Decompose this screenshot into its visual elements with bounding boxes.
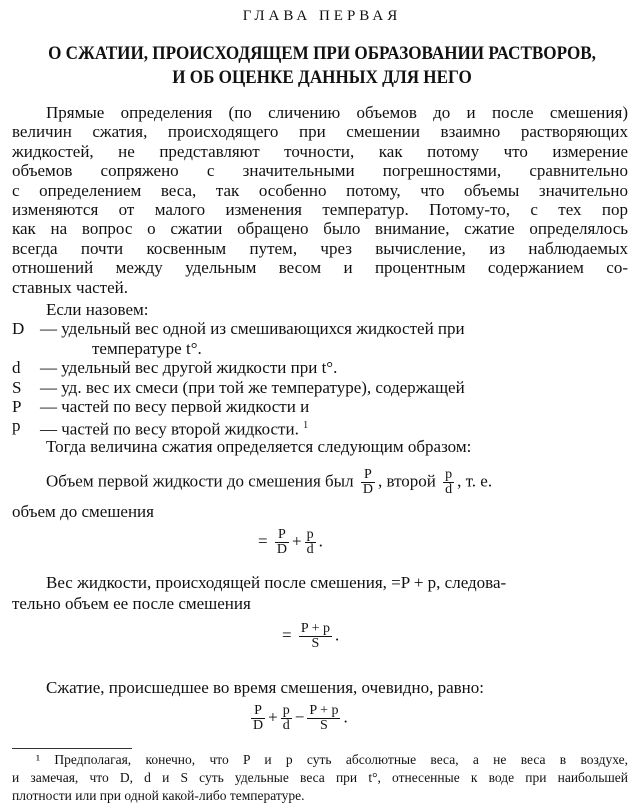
weight-line-2: тельно объем ее после смешения: [12, 594, 251, 613]
fraction-P-over-D: [251, 704, 265, 733]
definition-symbol: D: [12, 319, 25, 339]
definition-text-content: — частей по весу второй жидкости.: [40, 420, 299, 440]
plus-sign: +: [268, 707, 278, 727]
definition-text: температуре t°.: [92, 338, 202, 358]
volume-first-text-c: , т. е.: [457, 471, 493, 491]
volume-first-text-a: Объем первой жидкости до смешения был: [46, 471, 354, 491]
denominator: d: [445, 482, 453, 497]
period: .: [318, 531, 323, 551]
chapter-title-line: О СЖАТИИ, ПРОИСХОДЯЩЕМ ПРИ ОБРАЗОВАНИИ РАСТВОРОВ,: [48, 43, 596, 64]
footnote-divider: [12, 748, 132, 749]
minus-sign: −: [294, 707, 305, 727]
numerator: P: [275, 528, 289, 543]
chapter-title-line: И ОБ ОЦЕНКЕ ДАННЫХ ДЛЯ НЕГО: [172, 67, 472, 88]
denominator: D: [362, 482, 373, 497]
equals-sign: =: [282, 625, 292, 645]
plus-sign: +: [291, 531, 302, 551]
definition-symbol: [12, 339, 40, 358]
fraction-P-over-D: [275, 528, 289, 557]
numerator: P: [251, 704, 265, 719]
definition-row: [12, 339, 628, 358]
text-line: величин сжатия, происходящего при смешении взаимно растворяющих: [12, 122, 628, 142]
text-line: Прямые определения (по сличению объемов до и после смешения): [46, 103, 628, 122]
numerator: p: [306, 527, 314, 542]
formula-volume-after: [282, 622, 339, 651]
volume-before-line: объем до смешения: [12, 502, 154, 521]
fraction-p-over-d: [281, 704, 292, 733]
definition-symbol: d: [12, 358, 21, 378]
definition-row: [12, 358, 628, 377]
definition-row: [12, 378, 628, 397]
definition-symbol: p: [12, 416, 21, 436]
text-line: изменяются от малого изменения температур. Потому-то, с тех пор: [12, 199, 628, 219]
formula-compression: [248, 704, 348, 733]
numerator: P: [361, 468, 375, 483]
text-line: ставных частей.: [12, 277, 128, 297]
numerator: p: [282, 703, 290, 718]
equals-sign: =: [258, 531, 268, 551]
text-line: отношений между удельным весом и процентным содержанием со-: [12, 258, 628, 278]
volume-first-text-b: , второй: [377, 471, 436, 491]
text-line: с определением веса, так особенно потому, что объемы значительно: [12, 180, 628, 200]
volume-first-line: [12, 468, 644, 497]
numerator: p: [445, 467, 453, 482]
text-line: как на вопрос о сжатии обращено было внимание, сжатие определялось: [12, 219, 628, 239]
fraction-p-over-d: [305, 528, 316, 557]
compression-line: Сжатие, происшедшее во время смешения, очевидно, равно:: [46, 678, 484, 697]
definition-text: — частей по весу первой жидкости и: [40, 397, 310, 417]
footnote-line: ¹ Предполагая, конечно, что P и p суть абсолютные веса, а не веса в воздухе,: [36, 752, 628, 767]
denominator: D: [253, 718, 264, 733]
definition-text: — удельный вес одной из смешивающихся жидкостей при: [40, 319, 465, 339]
fraction-Pp-over-S: [299, 622, 332, 651]
numerator: P + p: [309, 703, 339, 718]
footnote-mark: 1: [303, 420, 309, 432]
fraction-p-over-d: [443, 468, 454, 497]
definition-symbol: S: [12, 377, 22, 397]
definition-text: — удельный вес другой жидкости при t°.: [40, 358, 338, 378]
then-text: Тогда величина сжатия определяется следующим образом:: [46, 437, 472, 456]
chapter-heading: ГЛАВА ПЕРВАЯ: [242, 8, 402, 24]
text-line: жидкостей, не представляют точности, как потому что измерение: [12, 141, 628, 161]
denominator: D: [276, 542, 287, 557]
weight-line-1: Вес жидкости, происходящей после смешения, =P + p, следова-: [46, 573, 507, 592]
definition-symbol: P: [12, 397, 22, 417]
footnote-line: плотности или при одной какой-либо температуре.: [12, 788, 305, 803]
numerator: P + p: [300, 621, 331, 636]
denominator: S: [311, 636, 320, 651]
definitions-list: [12, 300, 628, 440]
fraction-P-over-D: [361, 468, 375, 497]
denominator: d: [306, 542, 314, 557]
period: .: [335, 625, 340, 645]
definitions-intro: [12, 300, 628, 319]
fraction-Pp-over-S: [307, 704, 340, 733]
definition-row: [12, 397, 628, 416]
definition-row: [12, 319, 628, 338]
text-line: всегда почти косвенным путем, чрез вычисление, из наблюдаемых: [12, 238, 628, 258]
text-line: объемов сопряжено с значительными погрешностями, сравнительно: [12, 161, 628, 181]
definition-text: — уд. вес их смеси (при той же температуре), содержащей: [40, 377, 465, 397]
chapter-title: [41, 42, 603, 90]
if-we-call-text: Если назовем:: [46, 300, 149, 319]
paragraph-intro: [12, 103, 628, 297]
period: .: [343, 707, 348, 727]
formula-volume-before: [258, 528, 323, 557]
denominator: d: [282, 718, 290, 733]
denominator: S: [320, 718, 328, 733]
footnote: [12, 751, 628, 805]
footnote-line: и замечая, что D, d и S суть удельные веса при t°, отнесенные к воде при наибольшей: [12, 770, 628, 785]
